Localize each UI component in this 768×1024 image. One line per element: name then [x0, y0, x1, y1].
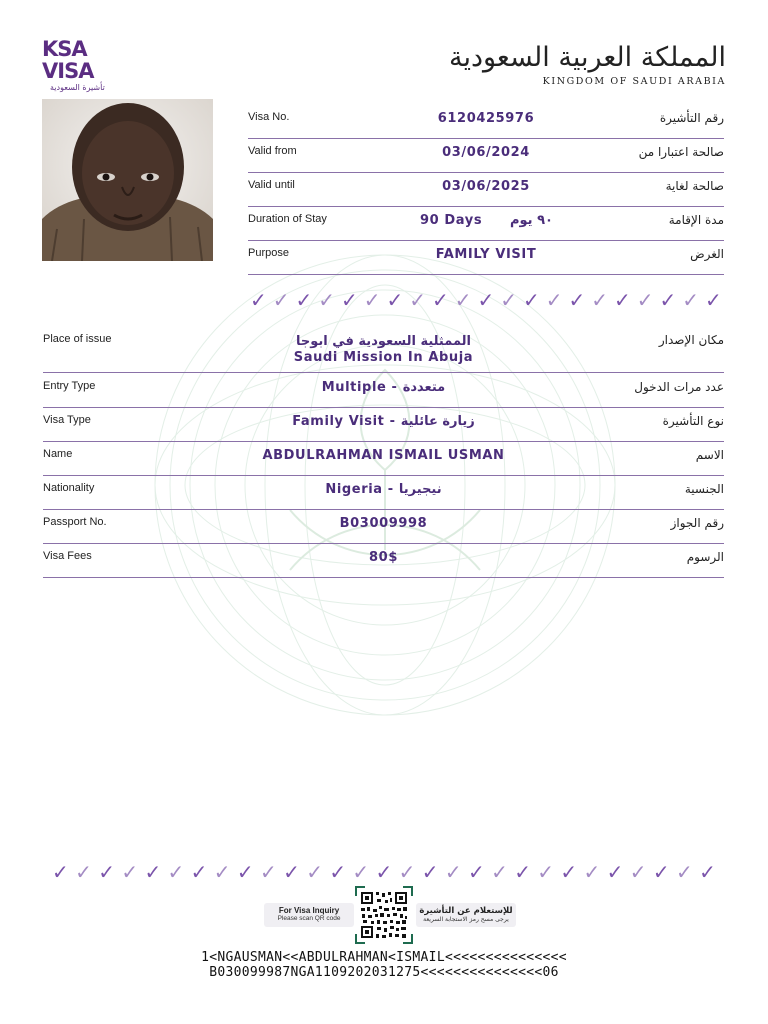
checkmark-icon: ✓	[606, 860, 624, 884]
logo-line-visa: VISA	[42, 59, 94, 83]
checkmark-icon: ✓	[491, 860, 508, 884]
field-value: Multiple - متعددة	[321, 380, 446, 395]
checkmark-icon: ✓	[283, 860, 300, 884]
visa-inquiry-en	[264, 903, 354, 927]
checkmark-icon: ✓	[514, 860, 531, 884]
checkmark-icon: ✓	[272, 288, 290, 312]
field-visa-fees	[43, 543, 724, 578]
checkmark-icon: ✓	[591, 288, 609, 312]
checkmark-icon: ✓	[363, 288, 381, 312]
checkmark-icon: ✓	[318, 288, 336, 312]
field-label-ar: رقم التأشيرة	[659, 111, 724, 125]
field-label-ar: مكان الإصدار	[658, 333, 724, 347]
field-label: Visa Type	[43, 414, 91, 426]
field-label-ar: صالحة لغاية	[665, 179, 724, 193]
checkmark-icon: ✓	[652, 860, 670, 884]
checkmark-icon: ✓	[98, 860, 115, 884]
checkmark-icon: ✓	[454, 288, 472, 312]
field-value: 80$	[369, 550, 398, 565]
field-value: 03/06/2024	[442, 145, 530, 160]
field-label: Place of issue	[43, 333, 112, 345]
logo-line-ksa: KSA	[42, 37, 87, 61]
field-entry-type	[43, 373, 724, 408]
field-label: Visa No.	[248, 111, 290, 123]
kingdom-title-ar: المملكة العربية السعودية	[448, 42, 726, 73]
checkmark-icon: ✓	[705, 288, 722, 312]
checkmark-icon: ✓	[52, 860, 69, 884]
checkmark-icon: ✓	[421, 860, 439, 884]
checkmark-icon: ✓	[636, 288, 654, 312]
field-value: B03009998	[339, 516, 428, 531]
field-label-ar: عدد مرات الدخول	[634, 380, 724, 394]
field-label: Visa Fees	[43, 550, 92, 562]
checkmark-icon: ✓	[477, 288, 495, 312]
field-visa-no	[248, 104, 724, 139]
field-passport-no	[43, 509, 724, 544]
field-label-ar: الاسم	[695, 448, 724, 462]
checkmark-icon: ✓	[467, 860, 485, 884]
field-duration-of-stay	[248, 206, 724, 241]
checkmark-icon: ✓	[144, 860, 162, 884]
kingdom-title-en: KINGDOM OF SAUDI ARABIA	[542, 76, 726, 87]
checkmark-icon: ✓	[190, 860, 208, 884]
checkmark-icon: ✓	[432, 288, 449, 312]
field-value: 90 Days	[420, 213, 483, 228]
field-label-ar: الرسوم	[686, 550, 724, 564]
field-label: Valid from	[248, 145, 297, 157]
checkmark-icon: ✓	[259, 860, 277, 884]
checkmark-icon: ✓	[398, 860, 416, 884]
field-value: Family Visit - زيارة عائلية	[292, 414, 475, 429]
checkmark-icon: ✓	[386, 288, 404, 312]
checkmark-icon: ✓	[500, 288, 518, 312]
checkmark-icon: ✓	[682, 288, 700, 312]
field-label-ar: مدة الإقامة	[668, 213, 724, 227]
mrz-line-2: B030099987NGA1109202031275<<<<<<<<<<<<<<<06	[209, 965, 559, 980]
checkmark-icon: ✓	[306, 860, 323, 884]
checkmark-icon: ✓	[250, 288, 267, 312]
field-value-ar: الممثلية السعودية في ابوجا	[295, 334, 472, 349]
checkmark-icon: ✓	[568, 288, 586, 312]
inquiry-sub-ar: يرجى مسح رمز الاستجابة السريعة	[423, 916, 509, 923]
field-label: Entry Type	[43, 380, 96, 392]
checkmark-icon: ✓	[352, 860, 370, 884]
mrz-line-1: 1<NGAUSMAN<<ABDULRAHMAN<ISMAIL<<<<<<<<<<<<<<<	[201, 950, 567, 965]
checkmark-icon: ✓	[409, 288, 427, 312]
field-visa-type	[43, 407, 724, 442]
checkmark-icon: ✓	[523, 288, 540, 312]
checkmark-icon: ✓	[236, 860, 254, 884]
checkmark-band-top	[250, 290, 722, 310]
checkmark-icon: ✓	[545, 288, 563, 312]
logo-subtitle: تأشيرة السعودية	[50, 83, 105, 92]
field-label-ar: الغرض	[690, 247, 724, 261]
kingdom-title	[449, 40, 726, 87]
field-value: FAMILY VISIT	[435, 247, 537, 262]
field-label-ar: الجنسية	[684, 482, 724, 496]
field-label: Name	[43, 448, 73, 460]
field-value: ABDULRAHMAN ISMAIL USMAN	[262, 448, 505, 463]
field-label-ar: رقم الجواز	[670, 516, 724, 530]
checkmark-icon: ✓	[375, 860, 393, 884]
inquiry-title-en: For Visa Inquiry	[278, 906, 340, 915]
checkmark-icon: ✓	[213, 860, 231, 884]
checkmark-icon: ✓	[560, 860, 578, 884]
visa-inquiry-ar	[416, 903, 516, 927]
field-label: Valid until	[248, 179, 295, 191]
inquiry-sub-en: Please scan QR code	[277, 915, 341, 922]
checkmark-icon: ✓	[75, 860, 92, 884]
checkmark-icon: ✓	[121, 860, 139, 884]
field-value: Saudi Mission In Abuja	[293, 350, 474, 365]
checkmark-icon: ✓	[629, 860, 647, 884]
checkmark-icon: ✓	[167, 860, 185, 884]
field-place-of-issue	[43, 322, 724, 373]
checkmark-icon: ✓	[699, 860, 716, 884]
qr-code-icon[interactable]	[355, 886, 413, 944]
field-label: Purpose	[248, 247, 289, 259]
checkmark-icon: ✓	[614, 288, 631, 312]
checkmark-icon: ✓	[329, 860, 347, 884]
field-label-ar: صالحة اعتبارا من	[638, 145, 724, 159]
field-label: Passport No.	[43, 516, 107, 528]
field-valid-from	[248, 138, 724, 173]
checkmark-icon: ✓	[295, 288, 313, 312]
ksa-visa-logo	[42, 38, 112, 92]
checkmark-icon: ✓	[444, 860, 462, 884]
field-name	[43, 441, 724, 476]
checkmark-icon: ✓	[675, 860, 693, 884]
applicant-photo	[42, 99, 213, 261]
field-label-ar: نوع التأشيرة	[662, 414, 724, 428]
field-nationality	[43, 475, 724, 510]
checkmark-icon: ✓	[537, 860, 555, 884]
field-label: Nationality	[43, 482, 95, 494]
field-value: 03/06/2025	[442, 179, 530, 194]
checkmark-icon: ✓	[341, 288, 358, 312]
field-value-ar: ٩٠ يوم	[510, 213, 553, 228]
field-value: Nigeria - نيجيريا	[325, 482, 442, 497]
checkmark-icon: ✓	[583, 860, 601, 884]
inquiry-title-ar: للإستعلام عن التأشيرة	[419, 906, 513, 916]
field-value: 6120425976	[437, 111, 535, 126]
checkmark-icon: ✓	[659, 288, 677, 312]
field-purpose	[248, 240, 724, 275]
field-valid-until	[248, 172, 724, 207]
field-label: Duration of Stay	[248, 213, 327, 225]
checkmark-band-bottom	[52, 862, 716, 882]
